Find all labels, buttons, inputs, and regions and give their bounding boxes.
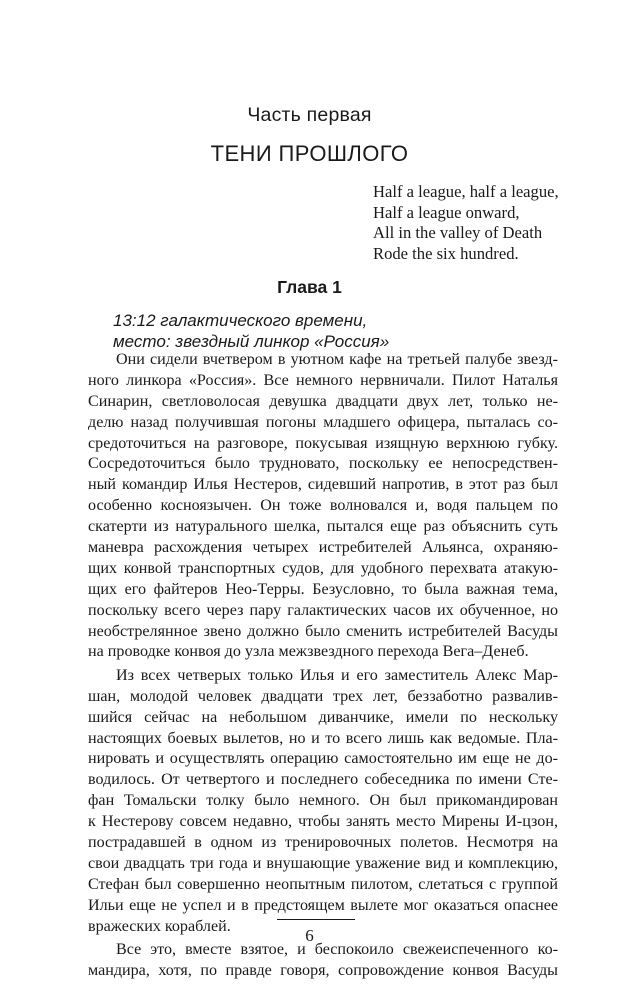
text-line: Синарин, светловолосая девушка двадцати двух лет, только не- xyxy=(88,392,558,410)
chapter-heading: Глава 1 xyxy=(277,277,342,297)
part-title: ТЕНИ ПРОШЛОГО xyxy=(210,141,409,166)
text-line: настоящих боевых вылетов, но и то всего лишь как ведомые. Пла- xyxy=(88,729,558,747)
epigraph-line: Half a league, half a league, xyxy=(373,182,559,201)
paragraph xyxy=(88,350,558,663)
body-text xyxy=(88,350,558,984)
epigraph-line: Rode the six hundred. xyxy=(373,243,519,263)
part-label: Часть первая xyxy=(247,104,372,126)
text-line: шан, молодой человек двадцати трех лет, беззаботно развалив- xyxy=(88,687,558,705)
subtitle-line: место: звездный линкор «Россия» xyxy=(113,331,390,351)
text-line: к Нестерову совсем недавно, чтобы занять место Мирены И-цзон, xyxy=(88,813,558,831)
text-line: шийся сейчас на небольшом диванчике, имели по нескольку xyxy=(88,708,558,726)
footer-rule xyxy=(277,919,355,920)
text-line: средоточиться на разговоре, покусывая изящную верхнюю губку. xyxy=(88,434,558,452)
text-line: щих его файтеров Нео-Терры. Безусловно, то была важная тема, xyxy=(88,580,558,598)
text-line: Сосредоточиться было трудновато, поскольку ее непосредствен- xyxy=(88,455,558,473)
epigraph xyxy=(373,182,603,264)
text-line: мандира, хотя, по правде говоря, сопровождение конвоя Васуды xyxy=(88,961,558,979)
paragraph xyxy=(88,666,558,938)
text-line: пострадавшей в одном из тренировочных полетов. Несмотря на xyxy=(88,833,558,851)
paragraph xyxy=(88,940,558,982)
epigraph-line: All in the valley of Death xyxy=(373,223,543,242)
text-line: ного линкора «Россия». Все немного нервничали. Пилот Наталья xyxy=(88,371,558,389)
text-line: Все это, вместе взятое, и беспокоило свежеиспеченного ко- xyxy=(116,940,558,958)
text-line: щих конвой транспортных судов, для удобного перехвата атакую- xyxy=(88,559,558,577)
text-line: вражеских кораблей. xyxy=(88,917,231,935)
text-line: на проводке конвоя до узла межзвездного перехода Вега–Денеб. xyxy=(88,643,529,661)
epigraph-line: Half a league onward, xyxy=(373,202,520,222)
subtitle-line: 13:12 галактического времени, xyxy=(113,311,368,330)
text-line: свои двадцать три года и внушающие уважение вид и комплекцию, xyxy=(88,854,558,872)
text-line: водилось. От четвертого и последнего собеседника по имени Сте- xyxy=(88,771,558,789)
text-line: ный командир Илья Нестеров, сидевший напротив, в этот раз был xyxy=(88,476,558,494)
text-line: фан Томальски толку было немного. Он был прикомандирован xyxy=(88,792,558,810)
text-line: поскольку всего через пару галактических часов их обученное, но xyxy=(88,601,558,619)
text-line: нировать и осуществлять операцию самостоятельно им еще не до- xyxy=(88,750,558,768)
text-line: необстрелянное звено должно было сменить истребителей Васуды xyxy=(88,622,558,640)
text-line: делю назад получившая погоны младшего офицера, пыталась со- xyxy=(88,413,558,431)
text-line: Они сидели вчетвером в уютном кафе на третьей палубе звезд- xyxy=(116,351,558,368)
text-line: Из всех четверых только Илья и его заместитель Алекс Мар- xyxy=(116,666,558,684)
text-line: скатерти из натурального шелка, пытался еще раз объяснить суть xyxy=(88,518,558,536)
text-line: Ильи еще не успел и в предстоящем вылете мог оказаться опаснее xyxy=(88,896,558,914)
text-line: Стефан был совершенно неопытным пилотом, слетаться с группой xyxy=(88,875,558,893)
text-line: особенно косноязычен. Он тоже волновался и, водя пальцем по xyxy=(88,497,558,515)
page-number: 6 xyxy=(305,926,314,945)
text-line: маневра расхождения четырех истребителей Альянса, охраняю- xyxy=(88,539,558,557)
chapter-subtitle xyxy=(113,311,543,352)
